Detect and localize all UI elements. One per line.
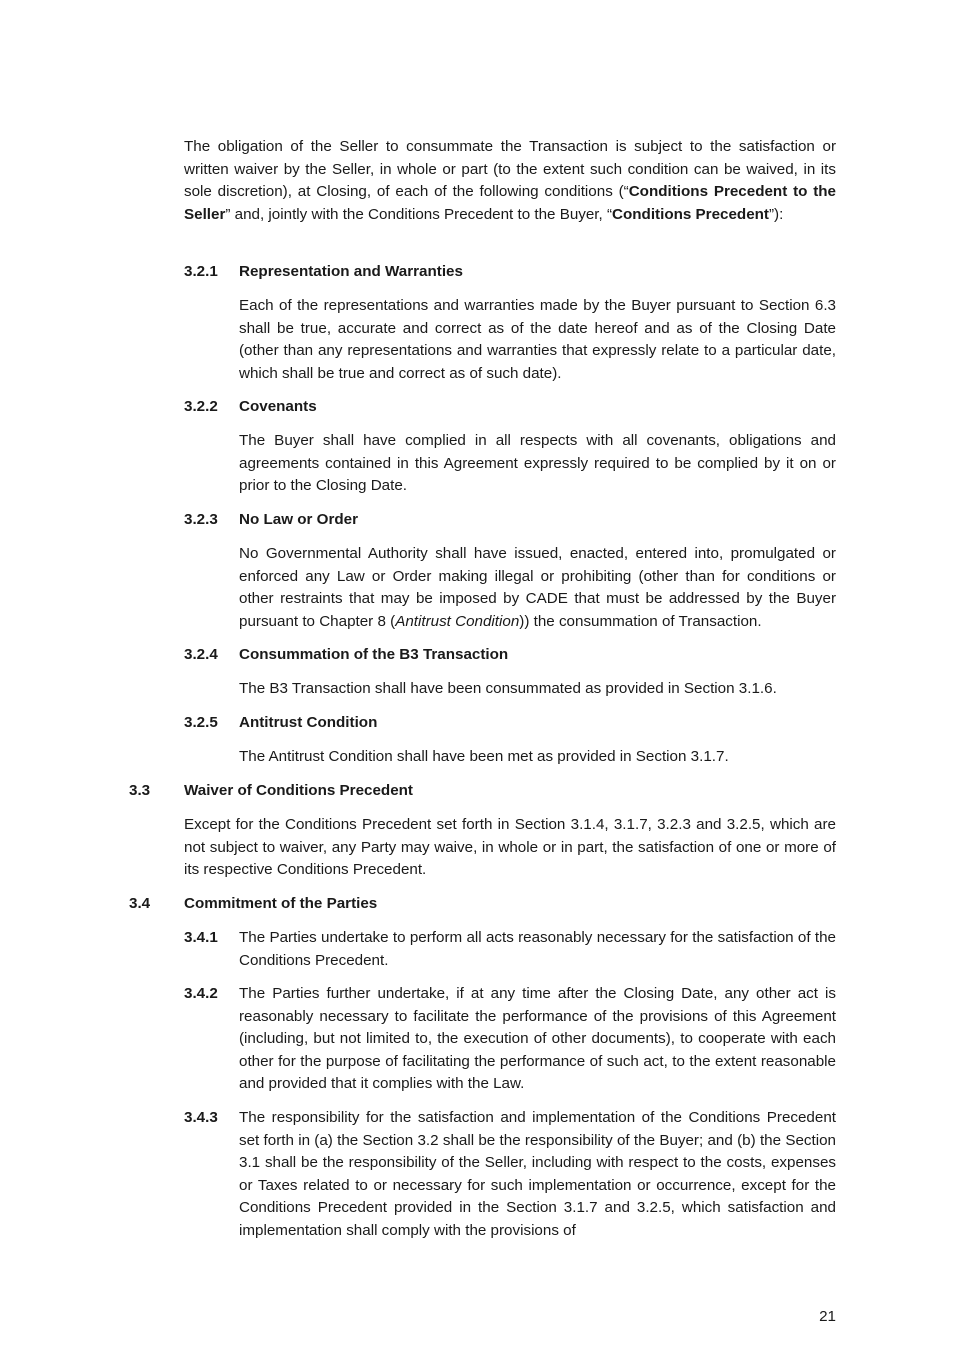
intro-text-3: ”): — [769, 205, 784, 223]
item-number: 3.4.2 — [184, 985, 218, 1002]
section-title: Consummation of the B3 Transaction — [239, 646, 509, 663]
section-number: 3.4 — [129, 895, 151, 912]
section-number: 3.2.5 — [184, 714, 218, 731]
section-title: Antitrust Condition — [239, 714, 378, 731]
section-3-2-2-body: The Buyer shall have complied in all respects with all covenants, obligations and agreements contained in this Agreement expressly required to be complied by it on or prior to the Closing Date. — [239, 432, 836, 494]
section-3-2-1-heading — [184, 261, 836, 283]
italic-reference: Antitrust Condition — [395, 612, 520, 630]
body-text-1: No Governmental Authority shall have issued, enacted, entered into, promulgated or enforced any Law or Order making illegal or prohibiting (other than for conditions or other restraints that may be imposed by CADE that must be addressed by the Buyer pursuant to Chapter 8 ( — [239, 545, 836, 630]
section-3-3-heading — [129, 780, 836, 802]
page-number: 21 — [819, 1308, 836, 1325]
section-title: No Law or Order — [239, 511, 358, 528]
section-title: Representation and Warranties — [239, 263, 463, 280]
item-text: The responsibility for the satisfaction and implementation of the Conditions Precedent set forth in (a) the Section 3.2 shall be the responsibility of the Buyer; and (b) the Section 3.1 shall be the responsibility of the Seller, including with respect to the costs, expenses or Taxes related to or necessary for such implementation or occurrence, except for the Conditions Precedent provided in the Section 3.1.7 and 3.2.5, which satisfaction and implementation shall comply with the provisions of — [239, 1109, 836, 1239]
section-title: Covenants — [239, 398, 317, 415]
intro-text-2: ” and, jointly with the Conditions Precedent to the Buyer, “ — [225, 205, 613, 223]
defined-term-conditions-precedent: Conditions Precedent — [612, 205, 769, 223]
section-title: Commitment of the Parties — [184, 895, 378, 912]
section-3-2-3-heading — [184, 509, 836, 531]
section-3-3-body: Except for the Conditions Precedent set forth in Section 3.1.4, 3.1.7, 3.2.3 and 3.2.5, which are not subject to waiver, any Party may waive, in whole or in part, the satisfaction of one or more of its respective Conditions Precedent. — [184, 816, 836, 878]
intro-text-1: The obligation of the Seller to consummate the Transaction is subject to the satisfaction or written waiver by the Seller, in whole or part (to the extent such condition can be waived, in its sole discretion), at Closing, of each of the following conditions (“ — [184, 138, 836, 200]
section-3-2-4-body: The B3 Transaction shall have been consummated as provided in Section 3.1.6. — [239, 680, 777, 697]
section-3-2-5-body: The Antitrust Condition shall have been met as provided in Section 3.1.7. — [239, 748, 729, 765]
section-3-2-4-heading — [184, 644, 836, 666]
section-3-2-2-heading — [184, 396, 836, 418]
section-number: 3.2.4 — [184, 646, 218, 663]
section-number: 3.2.1 — [184, 263, 218, 280]
section-number: 3.2.2 — [184, 398, 218, 415]
section-3-4-heading — [129, 893, 836, 915]
body-text-2: )) the consummation of Transaction. — [519, 612, 762, 630]
section-3-2-3-body — [239, 543, 836, 633]
section-3-2-5-heading — [184, 712, 836, 734]
item-number: 3.4.3 — [184, 1109, 218, 1126]
section-3-2-1-body: Each of the representations and warranties made by the Buyer pursuant to Section 6.3 shall be true, accurate and correct as of the date hereof and as of the Closing Date (other than any representations and warranties that expressly relate to a particular date, which shall be true and correct as of such date). — [239, 297, 836, 382]
defined-term-conditions-precedent-seller: Conditions Precedent to the Seller — [184, 183, 836, 223]
item-text: The Parties undertake to perform all acts reasonably necessary for the satisfaction of the Conditions Precedent. — [239, 929, 836, 969]
item-text: The Parties further undertake, if at any time after the Closing Date, any other act is reasonably necessary to facilitate the performance of the provisions of this Agreement (including, but not limited to, the execution of other documents), to cooperate with each other for the purpose of facilitating the performance of such act, to the extent reasonable and provided that it complies with the Law. — [239, 985, 836, 1092]
item-number: 3.4.1 — [184, 929, 218, 946]
section-number: 3.3 — [129, 782, 151, 799]
section-number: 3.2.3 — [184, 511, 218, 528]
intro-paragraph — [184, 136, 836, 226]
section-title: Waiver of Conditions Precedent — [184, 782, 413, 799]
